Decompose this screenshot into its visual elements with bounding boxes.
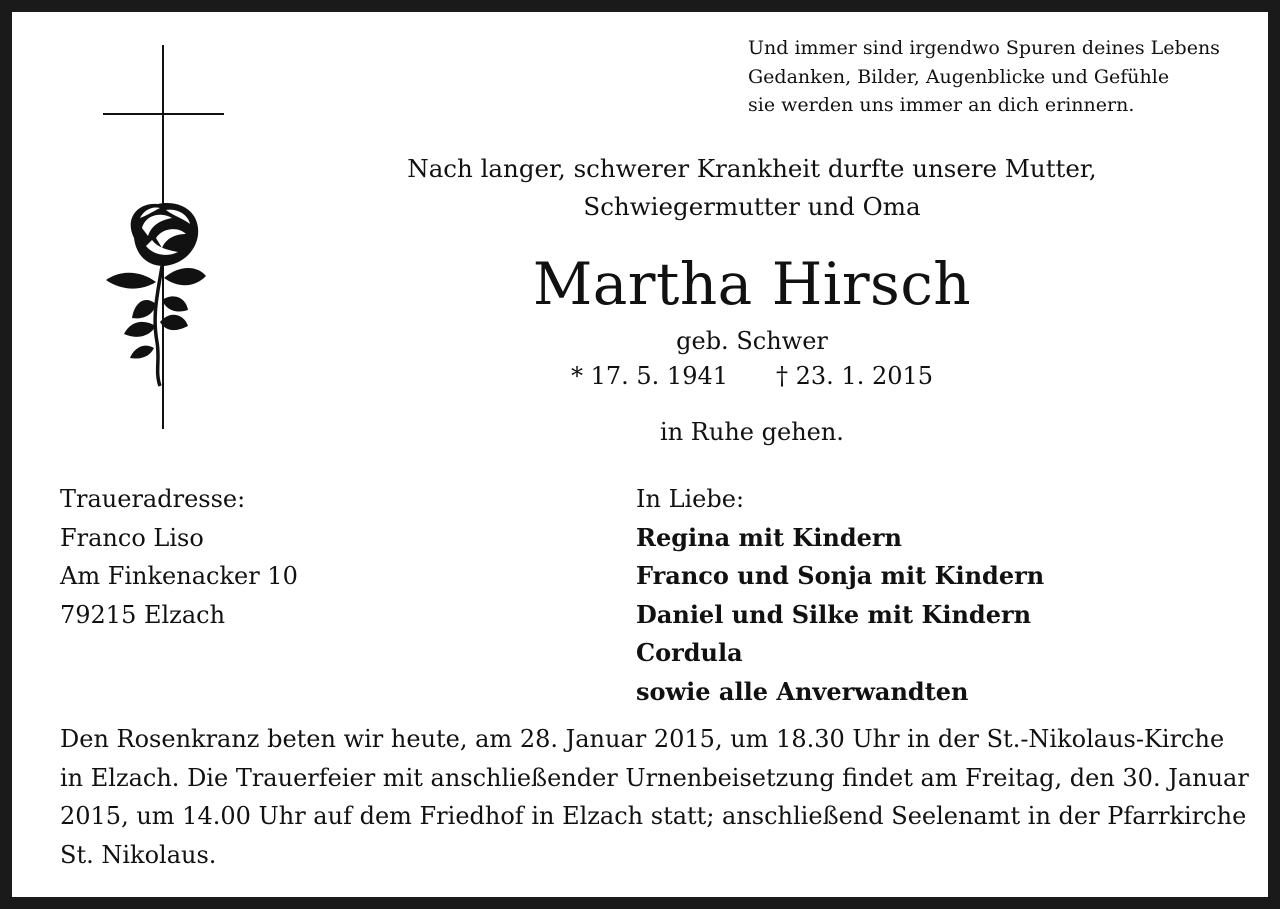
- family-member: sowie alle Anverwandten: [636, 676, 969, 706]
- life-dates: [342, 361, 1162, 391]
- family-member: Franco und Sonja mit Kindern: [636, 561, 1045, 590]
- service-line: in Elzach. Die Trauerfeier mit anschließender Urnenbeisetzung findet am Freitag, den 30. Januar: [60, 763, 1249, 792]
- birth-date: * 17. 5. 1941: [570, 362, 728, 390]
- address-line: Franco Liso: [60, 523, 204, 552]
- closing-text: in Ruhe gehen.: [660, 418, 844, 446]
- family-label: In Liebe:: [636, 485, 745, 513]
- quote-line: sie werden uns immer an dich erinnern.: [748, 94, 1135, 116]
- service-line: Den Rosenkranz beten wir heute, am 28. Januar 2015, um 18.30 Uhr in der St.-Nikolaus-Kirche: [60, 725, 1225, 753]
- mourning-address: [60, 480, 298, 634]
- quote-line: Und immer sind irgendwo Spuren deines Lebens: [748, 37, 1220, 59]
- family-list: [636, 480, 1044, 711]
- cross-with-rose-icon: [100, 42, 230, 436]
- intro-line: Schwiegermutter und Oma: [583, 192, 921, 221]
- deceased-name: Martha Hirsch: [532, 250, 972, 318]
- service-line: 2015, um 14.00 Uhr auf dem Friedhof in Elzach statt; anschließend Seelenamt in der Pfarrkirche: [60, 802, 1247, 830]
- service-details: [60, 720, 1249, 874]
- obituary-notice: [12, 12, 1268, 897]
- family-member: Cordula: [636, 638, 743, 667]
- intro-text: [342, 150, 1162, 226]
- death-date: † 23. 1. 2015: [776, 362, 934, 390]
- address-line: 79215 Elzach: [60, 600, 226, 629]
- quote-line: Gedanken, Bilder, Augenblicke und Gefühle: [748, 65, 1170, 88]
- family-member: Regina mit Kindern: [636, 522, 902, 552]
- maiden-name: geb. Schwer: [676, 327, 828, 355]
- address-label: Traueradresse:: [60, 485, 246, 513]
- service-line: St. Nikolaus.: [60, 840, 217, 869]
- intro-line: Nach langer, schwerer Krankheit durfte unsere Mutter,: [407, 154, 1097, 183]
- quote-block: [748, 34, 1220, 120]
- address-line: Am Finkenacker 10: [60, 562, 298, 590]
- family-member: Daniel und Silke mit Kindern: [636, 599, 1032, 629]
